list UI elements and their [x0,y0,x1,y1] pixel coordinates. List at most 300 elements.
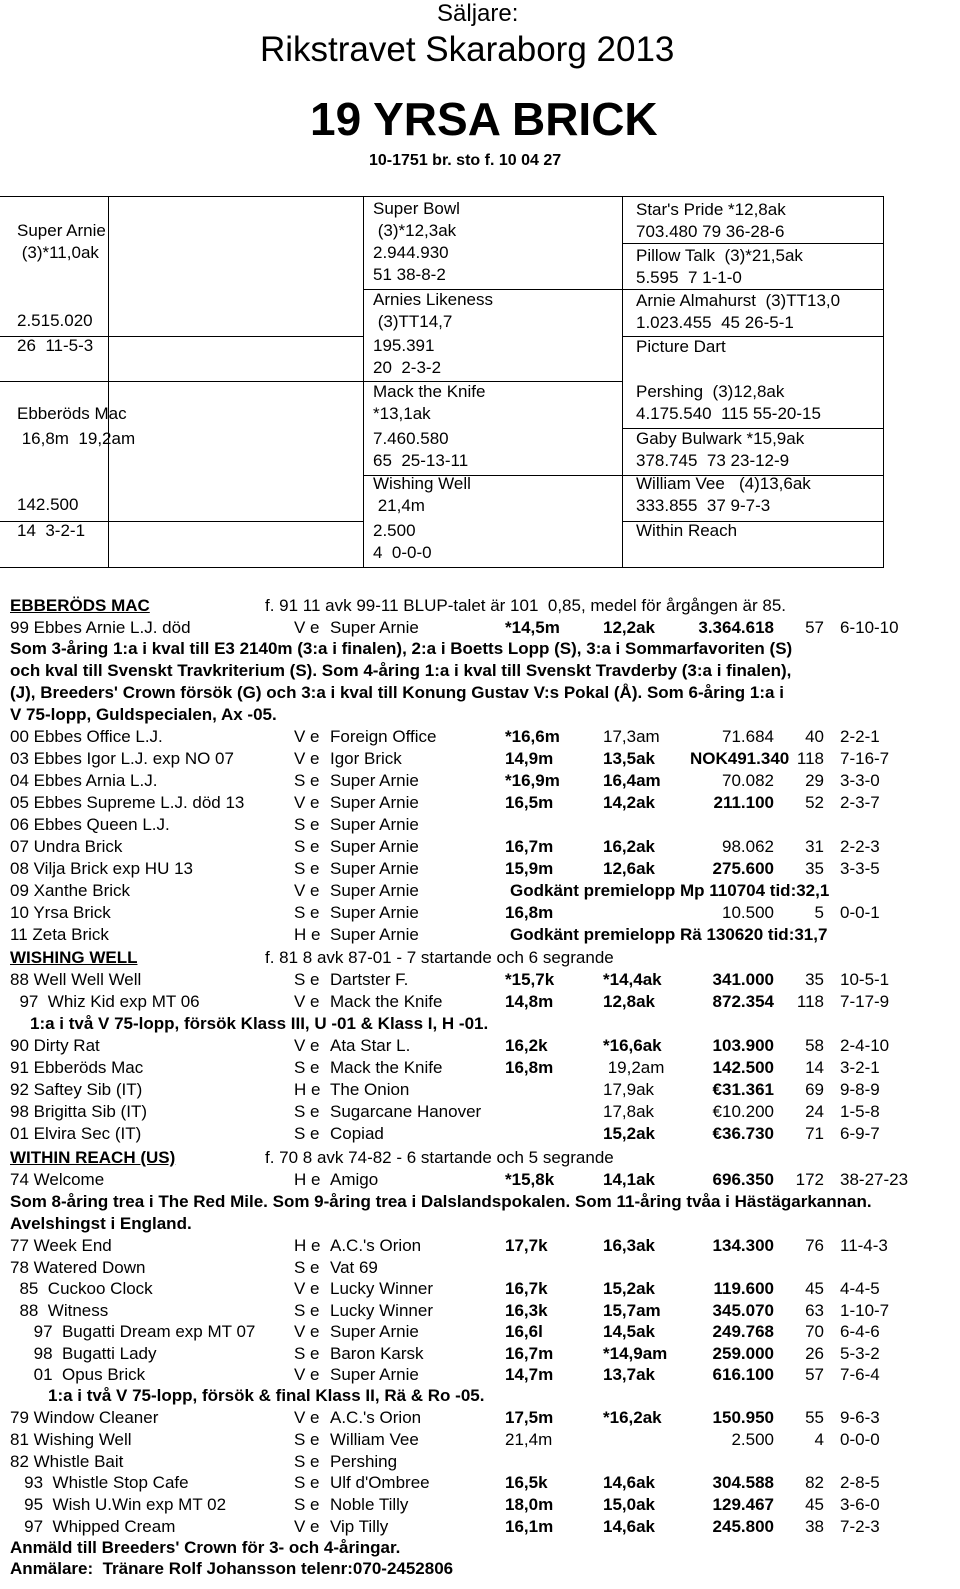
seller-label: Säljare: [437,0,519,27]
table-row [0,1036,960,1058]
note-line: och kval till Svenskt Travkriterium (S). Som 4-åring 1:a i kval till Svenskt Travderby (3:a i finalen), [10,661,792,680]
offspring-sex: V e [294,1279,320,1298]
offspring-record-2: 16,3ak [603,1236,655,1255]
offspring-sex: V e [294,1036,320,1055]
offspring-sex: S e [294,903,320,922]
offspring-results: 6-9-7 [840,1124,880,1143]
offspring-record-2: 17,9ak [603,1080,655,1099]
footer-owner: Anmälare: Tränare Rolf Johansson telenr:070-2452806 [10,1559,454,1578]
offspring-record-1: 14,7m [505,1365,554,1384]
table-row [0,1102,960,1124]
table-row [0,727,960,749]
offspring-sire: Super Arnie [330,881,419,900]
offspring-record-1: *16,9m [505,771,560,790]
offspring-name: 93 Whistle Stop Cafe [10,1473,189,1493]
offspring-results: 6-4-6 [840,1322,880,1341]
table-row [0,1365,960,1387]
offspring-note: Godkänt premielopp Rä 130620 tid:31,7 [510,925,828,944]
sire-dam-name: Arnies Likeness [373,290,494,309]
offspring-sex: V e [294,992,320,1011]
gg-6-stats: 378.745 73 23-12-9 [636,451,790,470]
offspring-record-1: 16,5k [505,1473,548,1493]
offspring-sire: Super Arnie [330,1322,419,1341]
offspring-sire: Pershing [330,1451,398,1471]
offspring-sex: S e [294,1257,320,1277]
offspring-earnings: 245.800 [712,1517,774,1536]
offspring-name: 98 Bugatti Lady [10,1343,157,1363]
offspring-name: 08 Vilja Brick exp HU 13 [10,859,193,878]
offspring-starts: 118 [796,749,824,768]
table-row [0,1344,960,1366]
offspring-record-1: 15,9m [505,859,554,878]
table-row [0,749,960,771]
offspring-sex: S e [294,1058,320,1077]
table-row [0,1517,960,1539]
offspring-earnings: 103.900 [712,1036,774,1055]
offspring-record-1: 18,0m [505,1495,554,1515]
offspring-sire: Amigo [330,1170,379,1189]
offspring-earnings: 345.070 [712,1300,774,1320]
offspring-results: 1-5-8 [840,1102,880,1121]
offspring-record-1: 16,1m [505,1517,554,1536]
offspring-results: 11-4-3 [840,1236,888,1255]
offspring-earnings: 71.684 [722,727,774,746]
offspring-record-2: 15,2ak [603,1279,655,1298]
offspring-starts: 29 [805,771,824,790]
gg-4-name: Picture Dart [636,337,726,356]
offspring-results: 5-3-2 [840,1343,880,1363]
table-row [0,1080,960,1102]
offspring-starts: 70 [805,1322,824,1341]
offspring-sex: V e [294,618,320,637]
table-row [0,1408,960,1430]
offspring-name: 85 Cuckoo Clock [10,1279,153,1298]
note-line: (J), Breeders' Crown försök (G) och 3:a i kval till Konung Gustav V:s Pokal (Å). Som 6-åring 1:a i [10,683,784,702]
offspring-earnings: 70.082 [722,771,774,790]
offspring-record-1: 16,7m [505,1343,554,1363]
offspring-record-1: 16,8m [505,1058,554,1077]
offspring-record-1: 16,7m [505,837,554,856]
gg-6-name: Gaby Bulwark *15,9ak [636,429,805,448]
offspring-starts: 31 [805,837,824,856]
offspring-results: 0-0-0 [840,1429,880,1449]
offspring-starts: 35 [805,859,824,878]
offspring-name: 10 Yrsa Brick [10,903,111,922]
offspring-results: 38-27-23 [840,1170,909,1189]
offspring-record-2: 14,6ak [603,1517,655,1536]
sire-name: Super Arnie [17,221,106,240]
offspring-results: 3-6-0 [840,1495,880,1515]
horse-subtitle: 10-1751 br. sto f. 10 04 27 [369,152,562,169]
table-row [0,837,960,859]
offspring-starts: 71 [805,1124,824,1143]
offspring-name: 78 Watered Down [10,1257,146,1277]
gg-8-name: Within Reach [636,521,738,540]
offspring-sire: Foreign Office [330,727,437,746]
offspring-results: 7-2-3 [840,1517,880,1536]
offspring-earnings: NOK491.340 [690,749,790,768]
dam-sire-earnings: 7.460.580 [373,429,449,448]
offspring-earnings: 150.950 [712,1408,774,1427]
table-row [0,771,960,793]
offspring-name: 07 Undra Brick [10,837,123,856]
offspring-starts: 26 [805,1343,824,1363]
table-row [0,815,960,837]
offspring-earnings: €10.200 [712,1102,774,1121]
gg-1-stats: 703.480 79 36-28-6 [636,222,785,241]
offspring-name: 97 Whipped Cream [10,1517,176,1536]
offspring-starts: 4 [814,1429,824,1449]
gg-5-name: Pershing (3)12,8ak [636,382,785,401]
offspring-name: 03 Ebbes Igor L.J. exp NO 07 [10,749,234,768]
offspring-starts: 35 [805,970,824,989]
offspring-sire: Lucky Winner [330,1279,433,1298]
offspring-sex: S e [294,1343,320,1363]
offspring-record-2: 16,2ak [603,837,655,856]
horse-title: 19 YRSA BRICK [310,93,658,145]
sire-record: (3)*11,0ak [17,243,99,262]
offspring-sex: V e [294,1322,320,1341]
dam-sire-starts: 65 25-13-11 [373,451,469,470]
offspring-sex: V e [294,793,320,812]
offspring-sex: S e [294,837,320,856]
offspring-sire: Super Arnie [330,771,419,790]
note-line: 1:a i två V 75-lopp, försök Klass III, U -01 & Klass I, H -01. [30,1014,489,1033]
gg-5-stats: 4.175.540 115 55-20-15 [636,404,821,423]
dam-dam-earnings: 2.500 [373,521,416,540]
offspring-record-1: 14,9m [505,749,554,768]
table-row [0,1170,960,1192]
offspring-name: 77 Week End [10,1236,112,1255]
offspring-record-2: 13,7ak [603,1365,655,1384]
table-row [0,793,960,815]
offspring-earnings: 259.000 [712,1343,774,1363]
race-title: Rikstravet Skaraborg 2013 [260,30,675,69]
table-row [0,1495,960,1517]
offspring-name: 91 Ebberöds Mac [10,1058,144,1077]
offspring-sire: Super Arnie [330,618,419,637]
sire-dam-starts: 20 2-3-2 [373,358,442,377]
dam-starts: 14 3-2-1 [17,521,86,540]
sire-sire-record: (3)*12,3ak [373,221,457,240]
sire-dam-record: (3)TT14,7 [373,312,453,331]
table-row [0,1322,960,1344]
offspring-earnings: 275.600 [712,859,774,878]
table-row [0,1236,960,1258]
offspring-earnings: 119.600 [713,1279,774,1298]
offspring-results: 9-8-9 [840,1080,880,1099]
offspring-sire: Super Arnie [330,859,419,878]
offspring-sex: S e [294,1473,320,1493]
offspring-name: 09 Xanthe Brick [10,881,131,900]
offspring-results: 1-10-7 [840,1300,890,1320]
table-row [0,903,960,925]
gg-3-stats: 1.023.455 45 26-5-1 [636,313,794,332]
gg-3-name: Arnie Almahurst (3)TT13,0 [636,291,841,310]
dam-record: 16,8m 19,2am [17,429,136,448]
offspring-starts: 40 [805,727,824,746]
offspring-record-2: *14,4ak [603,970,662,989]
offspring-name: 01 Elvira Sec (IT) [10,1124,142,1143]
offspring-sex: S e [294,1451,320,1471]
offspring-earnings: 10.500 [722,903,774,922]
offspring-earnings: 696.350 [712,1170,774,1189]
table-row [0,970,960,992]
dam-dam-record: 21,4m [373,496,425,515]
offspring-record-2: 14,6ak [603,1473,655,1493]
offspring-starts: 55 [805,1408,824,1427]
section-within-reach-info: f. 70 8 avk 74-82 - 6 startande och 5 segrande [265,1148,614,1167]
offspring-name: 05 Ebbes Supreme L.J. död 13 [10,793,245,812]
offspring-record-1: 16,2k [505,1036,548,1055]
offspring-sire: Igor Brick [330,749,402,768]
offspring-record-1: 16,7k [505,1279,548,1298]
offspring-results: 0-0-1 [840,903,880,922]
offspring-earnings: 616.100 [712,1365,774,1384]
offspring-name: 06 Ebbes Queen L.J. [10,815,170,834]
offspring-record-1: 17,7k [505,1236,548,1255]
table-row [0,1452,960,1474]
gg-2-stats: 5.595 7 1-1-0 [636,268,742,287]
offspring-record-2: 13,5ak [603,749,655,768]
offspring-earnings: 2.500 [731,1429,774,1449]
offspring-results: 7-6-4 [840,1365,880,1384]
offspring-sire: Noble Tilly [330,1495,409,1515]
offspring-record-1: 14,8m [505,992,554,1011]
offspring-sire: Super Arnie [330,815,419,834]
offspring-name: 04 Ebbes Arnia L.J. [10,771,158,790]
gg-7-name: William Vee (4)13,6ak [636,474,811,493]
offspring-sex: S e [294,859,320,878]
offspring-starts: 69 [805,1080,824,1099]
offspring-earnings: 304.588 [712,1473,774,1493]
offspring-sex: S e [294,815,320,834]
offspring-earnings: 142.500 [712,1058,774,1077]
note-line: 1:a i två V 75-lopp, försök & final Klass II, Rä & Ro -05. [48,1386,485,1405]
offspring-starts: 57 [805,1365,824,1384]
offspring-record-1: 17,5m [505,1408,554,1427]
offspring-sire: Vat 69 [330,1257,378,1277]
offspring-starts: 63 [805,1300,824,1320]
offspring-results: 7-16-7 [840,749,890,768]
offspring-sire: Mack the Knife [330,992,443,1011]
sire-sire-starts: 51 38-8-2 [373,265,446,284]
offspring-name: 11 Zeta Brick [10,925,109,944]
offspring-earnings: 98.062 [722,837,774,856]
dam-sire-record: *13,1ak [373,404,431,423]
offspring-note: Godkänt premielopp Mp 110704 tid:32,1 [510,881,830,900]
offspring-name: 97 Bugatti Dream exp MT 07 [10,1322,256,1341]
offspring-record-1: *15,8k [505,1170,555,1189]
offspring-sex: S e [294,1429,320,1449]
offspring-name: 88 Witness [10,1300,109,1320]
offspring-earnings: 129.467 [712,1495,774,1515]
offspring-sire: A.C.'s Orion [330,1408,422,1427]
offspring-sire: Super Arnie [330,1365,419,1384]
offspring-sire: Ulf d'Ombree [330,1473,430,1493]
offspring-results: 3-3-5 [840,859,880,878]
section-wishing-well-info: f. 81 8 avk 87-01 - 7 startande och 6 segrande [265,948,614,967]
table-row [0,859,960,881]
offspring-record-2: 12,6ak [603,859,655,878]
offspring-sex: H e [294,925,321,944]
offspring-starts: 172 [795,1170,824,1189]
offspring-sire: Super Arnie [330,793,419,812]
offspring-sex: V e [294,749,320,768]
offspring-name: 90 Dirty Rat [10,1036,100,1055]
offspring-name: 82 Whistle Bait [10,1451,124,1471]
offspring-starts: 45 [805,1495,824,1515]
offspring-starts: 45 [805,1279,824,1298]
offspring-results: 3-3-0 [840,771,880,790]
offspring-sire: Ata Star L. [330,1036,411,1055]
offspring-results: 2-2-3 [840,837,880,856]
offspring-record-2: 15,2ak [603,1124,655,1143]
offspring-sire: Vip Tilly [330,1517,389,1536]
offspring-starts: 57 [805,618,824,637]
offspring-sire: William Vee [330,1429,419,1449]
table-row [0,1058,960,1080]
sire-sire-earnings: 2.944.930 [373,243,449,262]
section-ebberods-mac-title: EBBERÖDS MAC [10,596,150,615]
offspring-name: 88 Well Well Well [10,970,142,989]
offspring-record-2: 15,7am [603,1300,661,1320]
offspring-starts: 14 [805,1058,824,1077]
table-row [0,1124,960,1146]
offspring-record-2: *16,2ak [603,1408,662,1427]
offspring-results: 10-5-1 [840,970,890,989]
offspring-name: 92 Saftey Sib (IT) [10,1080,143,1099]
gg-1-name: Star's Pride *12,8ak [636,200,786,219]
offspring-sex: S e [294,1495,320,1515]
offspring-record-2: 16,4am [603,771,661,790]
offspring-results: 4-4-5 [840,1279,880,1298]
offspring-sire: Copiad [330,1124,384,1143]
sire-dam-earnings: 195.391 [373,336,435,355]
offspring-sire: Lucky Winner [330,1300,433,1320]
offspring-record-2: *16,6ak [603,1036,662,1055]
table-row [0,1473,960,1495]
offspring-sire: Sugarcane Hanover [330,1102,482,1121]
offspring-sire: Mack the Knife [330,1058,443,1077]
table-row [0,881,960,903]
note-line: Som 8-åring trea i The Red Mile. Som 9-åring trea i Dalslandspokalen. Som 11-åring tvåa i Hästägarkannan. [10,1192,872,1211]
offspring-sire: The Onion [330,1080,410,1099]
offspring-sex: V e [294,1408,320,1427]
dam-dam-starts: 4 0-0-0 [373,543,432,562]
table-row [0,992,960,1014]
offspring-name: 81 Wishing Well [10,1429,132,1449]
offspring-name: 99 Ebbes Arnie L.J. död [10,618,191,637]
offspring-sire: Super Arnie [330,925,419,944]
offspring-record-2: 14,2ak [603,793,655,812]
offspring-starts: 76 [805,1236,824,1255]
offspring-record-2: 12,8ak [603,992,655,1011]
offspring-results: 2-8-5 [840,1473,880,1493]
offspring-record-2: 15,0ak [603,1495,655,1515]
offspring-sire: Baron Karsk [330,1343,424,1363]
offspring-record-2: 19,2am [603,1058,665,1077]
offspring-name: 00 Ebbes Office L.J. [10,727,163,746]
offspring-sex: S e [294,1124,320,1143]
offspring-earnings: €31.361 [712,1080,774,1099]
note-line: Avelshingst i England. [10,1214,192,1233]
offspring-sire: A.C.'s Orion [330,1236,422,1255]
offspring-sex: H e [294,1080,321,1099]
offspring-sex: V e [294,1365,320,1384]
offspring-earnings: 341.000 [712,970,774,989]
offspring-starts: 38 [805,1517,824,1536]
section-wishing-well-title: WISHING WELL [10,948,138,967]
offspring-starts: 24 [805,1102,824,1121]
offspring-results: 2-3-7 [840,793,880,812]
note-line: Som 3-åring 1:a i kval till E3 2140m (3:a i finalen), 2:a i Boetts Lopp (S), 3:a i Sommarfavoriten (S) [10,639,793,658]
offspring-earnings: 211.100 [713,793,774,812]
section-ebberods-mac-info: f. 91 11 avk 99-11 BLUP-talet är 101 0,85, medel för årgången är 85. [265,596,787,615]
offspring-sex: V e [294,881,320,900]
offspring-results: 6-10-10 [840,618,899,637]
offspring-starts: 52 [805,793,824,812]
offspring-record-2: 17,8ak [603,1102,655,1121]
offspring-name: 79 Window Cleaner [10,1408,159,1427]
table-row [0,925,960,947]
offspring-sex: S e [294,1102,320,1121]
offspring-name: 95 Wish U.Win exp MT 02 [10,1495,227,1515]
offspring-record-2: 17,3am [603,727,660,746]
offspring-earnings: 872.354 [712,992,774,1011]
offspring-record-1: 16,5m [505,793,554,812]
offspring-record-1: *14,5m [505,618,560,637]
offspring-sex: H e [294,1236,321,1255]
offspring-sex: S e [294,771,320,790]
offspring-starts: 82 [805,1473,824,1493]
offspring-starts: 58 [805,1036,824,1055]
dam-sire-name: Mack the Knife [373,382,486,401]
offspring-sire: Super Arnie [330,837,419,856]
offspring-sex: S e [294,1300,320,1320]
offspring-results: 3-2-1 [840,1058,880,1077]
offspring-earnings: 249.768 [712,1322,774,1341]
offspring-name: 74 Welcome [10,1170,105,1189]
offspring-sire: Super Arnie [330,903,419,922]
table-row [0,1301,960,1323]
gg-2-name: Pillow Talk (3)*21,5ak [636,246,803,265]
offspring-record-2: 14,5ak [603,1322,655,1341]
sire-earnings: 2.515.020 [17,311,93,330]
section-within-reach-title: WITHIN REACH (US) [10,1148,176,1167]
offspring-record-1: 16,8m [505,903,554,922]
offspring-results: 9-6-3 [840,1408,880,1427]
table-row [0,1258,960,1280]
offspring-results: 2-4-10 [840,1036,890,1055]
offspring-record-1: *15,7k [505,970,555,989]
dam-name: Ebberöds Mac [17,404,127,423]
offspring-earnings: €36.730 [712,1124,774,1143]
table-row [0,618,960,640]
offspring-sex: S e [294,970,320,989]
offspring-record-1: *16,6m [505,727,560,746]
sire-sire-name: Super Bowl [373,199,460,218]
offspring-record-2: 14,1ak [603,1170,655,1189]
offspring-name: 01 Opus Brick [10,1365,146,1384]
offspring-record-1: 21,4m [505,1429,553,1449]
gg-7-stats: 333.855 37 9-7-3 [636,496,771,515]
offspring-starts: 5 [814,903,824,922]
offspring-results: 2-2-1 [840,727,880,746]
offspring-starts: 118 [796,992,824,1011]
offspring-record-1: 16,3k [505,1300,548,1320]
offspring-sex: H e [294,1170,321,1189]
